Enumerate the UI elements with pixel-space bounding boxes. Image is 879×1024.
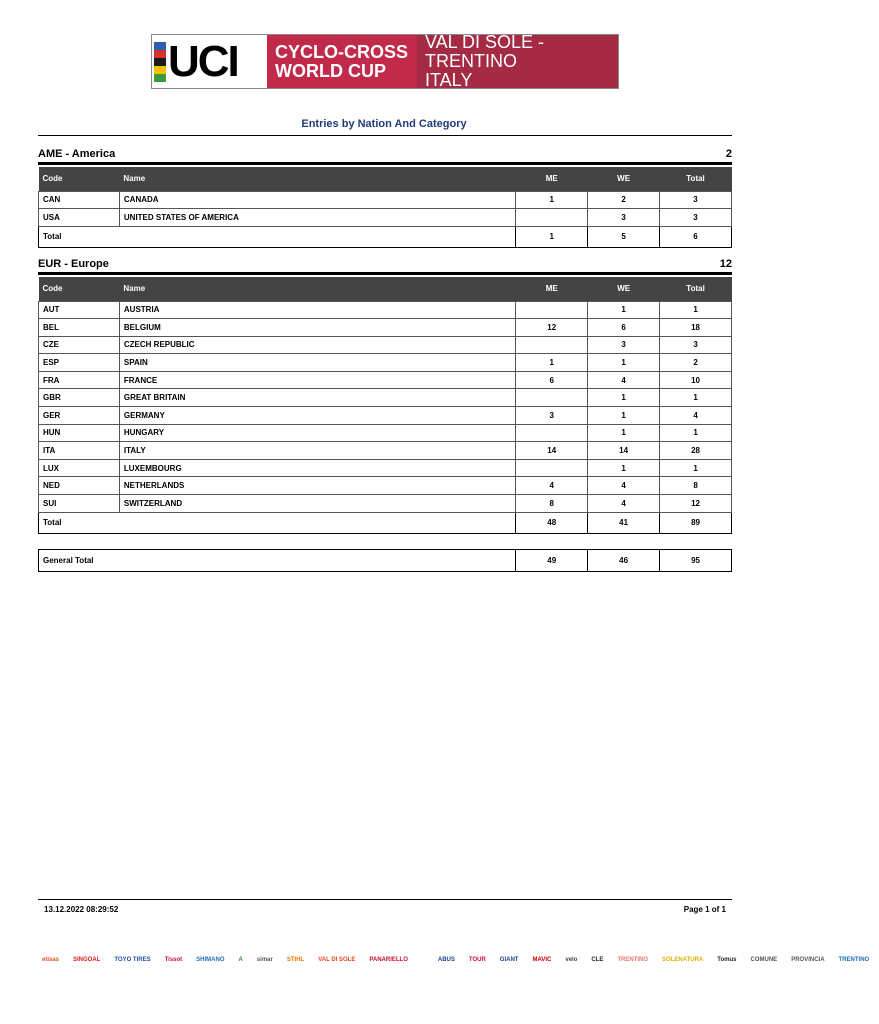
section-divider: [38, 272, 732, 275]
section-total-label: Total: [39, 226, 516, 247]
event-venue: [417, 32, 618, 90]
count-we: 3: [588, 336, 660, 354]
count-total: 1: [660, 389, 732, 407]
column-header-code: Code: [39, 167, 120, 191]
count-we: 3: [588, 209, 660, 227]
nation-code: ESP: [39, 354, 120, 372]
section-total-me: 1: [516, 226, 588, 247]
column-header-we: WE: [588, 167, 660, 191]
count-total: 18: [660, 319, 732, 337]
nation-name: LUXEMBOURG: [119, 459, 515, 477]
count-me: 8: [516, 495, 588, 513]
count-total: 12: [660, 495, 732, 513]
page-number: Page 1 of 1: [683, 905, 726, 914]
nation-name: NETHERLANDS: [119, 477, 515, 495]
nation-code: NED: [39, 477, 120, 495]
count-me: 1: [516, 354, 588, 372]
section-total-total: 6: [660, 226, 732, 247]
stripe: [154, 66, 166, 74]
count-me: 4: [516, 477, 588, 495]
uci-logo: [152, 35, 267, 88]
count-total: 3: [660, 336, 732, 354]
nation-name: AUSTRIA: [119, 301, 515, 319]
venue-line-2: ITALY: [425, 70, 473, 90]
sponsor-logo: COMUNE: [750, 957, 778, 963]
table-row: [39, 442, 732, 460]
count-me: [516, 424, 588, 442]
table-row: [39, 319, 732, 337]
nation-code: ITA: [39, 442, 120, 460]
sponsor-logo: SINGOAL: [73, 957, 101, 963]
sponsor-logo: CLE: [591, 957, 604, 963]
nation-code: SUI: [39, 495, 120, 513]
sponsor-logo: STIHL: [286, 957, 305, 963]
table-header-row: [39, 167, 732, 191]
count-total: 3: [660, 209, 732, 227]
count-we: 1: [588, 424, 660, 442]
stripe: [154, 74, 166, 82]
count-me: 14: [516, 442, 588, 460]
nation-code: CAN: [39, 191, 120, 209]
table-row: [39, 371, 732, 389]
count-we: 4: [588, 477, 660, 495]
general-total-we: 46: [588, 550, 660, 572]
sponsor-logo: TOUR: [468, 957, 486, 963]
nation-code: LUX: [39, 459, 120, 477]
sponsor-group-main: [38, 954, 418, 966]
count-total: 8: [660, 477, 732, 495]
section-count: 12: [719, 258, 732, 270]
nation-name: CZECH REPUBLIC: [119, 336, 515, 354]
section-name: EUR - Europe: [38, 258, 109, 270]
sponsor-logo: simar: [256, 957, 273, 963]
entries-table-america: [38, 167, 732, 248]
column-header-total: Total: [660, 277, 732, 301]
count-me: 1: [516, 191, 588, 209]
sponsor-logo: PANARIELLO: [369, 957, 408, 963]
event-line-1: CYCLO-CROSS: [275, 41, 409, 62]
nation-name: ITALY: [119, 442, 515, 460]
table-row: [39, 477, 732, 495]
nation-code: HUN: [39, 424, 120, 442]
sponsor-logo: VAL DI SOLE: [318, 957, 356, 963]
column-header-name: Name: [119, 277, 515, 301]
nation-name: HUNGARY: [119, 424, 515, 442]
footer-divider: [38, 899, 732, 900]
table-header-row: [39, 277, 732, 301]
count-total: 2: [660, 354, 732, 372]
section-total-row: [39, 226, 732, 247]
count-total: 10: [660, 371, 732, 389]
sponsor-logo: TRENTINO: [617, 957, 649, 963]
nation-code: CZE: [39, 336, 120, 354]
count-we: 2: [588, 191, 660, 209]
table-row: [39, 407, 732, 425]
sponsor-logo: TOYO TIRES: [114, 957, 151, 963]
section-divider: [38, 162, 732, 165]
count-me: 6: [516, 371, 588, 389]
section-count: 2: [725, 148, 732, 160]
count-me: 12: [516, 319, 588, 337]
section-total-total: 89: [660, 512, 732, 533]
section-total-me: 48: [516, 512, 588, 533]
column-header-total: Total: [660, 167, 732, 191]
sponsor-logo: SHIMANO: [196, 957, 225, 963]
table-row: [39, 301, 732, 319]
nation-name: GERMANY: [119, 407, 515, 425]
count-me: [516, 389, 588, 407]
section-heading-america: [38, 148, 732, 160]
title-divider: [38, 135, 732, 136]
sponsor-logo: etisas: [42, 957, 60, 963]
nation-name: BELGIUM: [119, 319, 515, 337]
sponsor-logo: PROVINCIA: [791, 957, 825, 963]
count-we: 14: [588, 442, 660, 460]
nation-name: SPAIN: [119, 354, 515, 372]
table-row: [39, 495, 732, 513]
sponsor-logo: A: [238, 957, 243, 963]
general-total-me: 49: [516, 550, 588, 572]
event-line-2: WORLD CUP: [275, 60, 386, 81]
sponsor-logo: velo: [565, 957, 578, 963]
column-header-name: Name: [119, 167, 515, 191]
column-header-me: ME: [516, 167, 588, 191]
sponsor-logo: TRENTINO: [838, 957, 870, 963]
count-me: 3: [516, 407, 588, 425]
nation-name: UNITED STATES OF AMERICA: [119, 209, 515, 227]
nation-code: AUT: [39, 301, 120, 319]
count-total: 1: [660, 459, 732, 477]
event-banner: [151, 34, 619, 89]
count-me: [516, 209, 588, 227]
count-we: 1: [588, 407, 660, 425]
count-we: 4: [588, 371, 660, 389]
section-total-row: [39, 512, 732, 533]
count-we: 1: [588, 389, 660, 407]
table-row: [39, 336, 732, 354]
column-header-me: ME: [516, 277, 588, 301]
section-name: AME - America: [38, 148, 116, 160]
table-row: [39, 191, 732, 209]
count-me: [516, 459, 588, 477]
nation-name: SWITZERLAND: [119, 495, 515, 513]
table-row: [39, 209, 732, 227]
count-me: [516, 301, 588, 319]
count-me: [516, 336, 588, 354]
sponsor-logo: GIANT: [499, 957, 519, 963]
nation-name: GREAT BRITAIN: [119, 389, 515, 407]
print-timestamp: 13.12.2022 08:29:52: [44, 905, 119, 914]
sponsor-logo: SOLENATURA: [662, 957, 704, 963]
section-heading-europe: [38, 258, 732, 270]
sponsor-logo: Tomus: [717, 957, 737, 963]
count-total: 4: [660, 407, 732, 425]
table-row: [39, 424, 732, 442]
section-total-we: 5: [588, 226, 660, 247]
count-we: 1: [588, 301, 660, 319]
count-we: 1: [588, 459, 660, 477]
count-total: 1: [660, 424, 732, 442]
sponsor-group-secondary: [434, 954, 879, 966]
general-total-label: General Total: [39, 550, 516, 572]
nation-name: CANADA: [119, 191, 515, 209]
nation-code: USA: [39, 209, 120, 227]
rainbow-stripes-icon: [154, 42, 166, 82]
table-row: [39, 354, 732, 372]
nation-code: GER: [39, 407, 120, 425]
sponsor-logo: Tissot: [164, 957, 183, 963]
count-total: 28: [660, 442, 732, 460]
section-total-we: 41: [588, 512, 660, 533]
column-header-we: WE: [588, 277, 660, 301]
document-title: Entries by Nation And Category: [301, 118, 467, 130]
stripe: [154, 58, 166, 66]
section-total-label: Total: [39, 512, 516, 533]
nation-code: GBR: [39, 389, 120, 407]
nation-code: BEL: [39, 319, 120, 337]
venue-line-1: VAL DI SOLE - TRENTINO: [425, 32, 545, 71]
sponsor-strip: [38, 948, 870, 972]
count-total: 3: [660, 191, 732, 209]
general-total-total: 95: [660, 550, 732, 572]
sponsor-logo: MAVIC: [532, 957, 552, 963]
count-we: 6: [588, 319, 660, 337]
count-we: 4: [588, 495, 660, 513]
table-row: [39, 389, 732, 407]
stripe: [154, 42, 166, 50]
nation-code: FRA: [39, 371, 120, 389]
count-we: 1: [588, 354, 660, 372]
entries-table-europe: [38, 277, 732, 534]
nation-name: FRANCE: [119, 371, 515, 389]
sponsor-logo: ABUS: [437, 957, 455, 963]
table-row: [39, 459, 732, 477]
stripe: [154, 50, 166, 58]
event-name: [267, 35, 417, 88]
uci-logo-text: UCI: [168, 36, 238, 86]
general-total-table: [38, 549, 732, 572]
column-header-code: Code: [39, 277, 120, 301]
general-total-row: [39, 550, 732, 572]
count-total: 1: [660, 301, 732, 319]
